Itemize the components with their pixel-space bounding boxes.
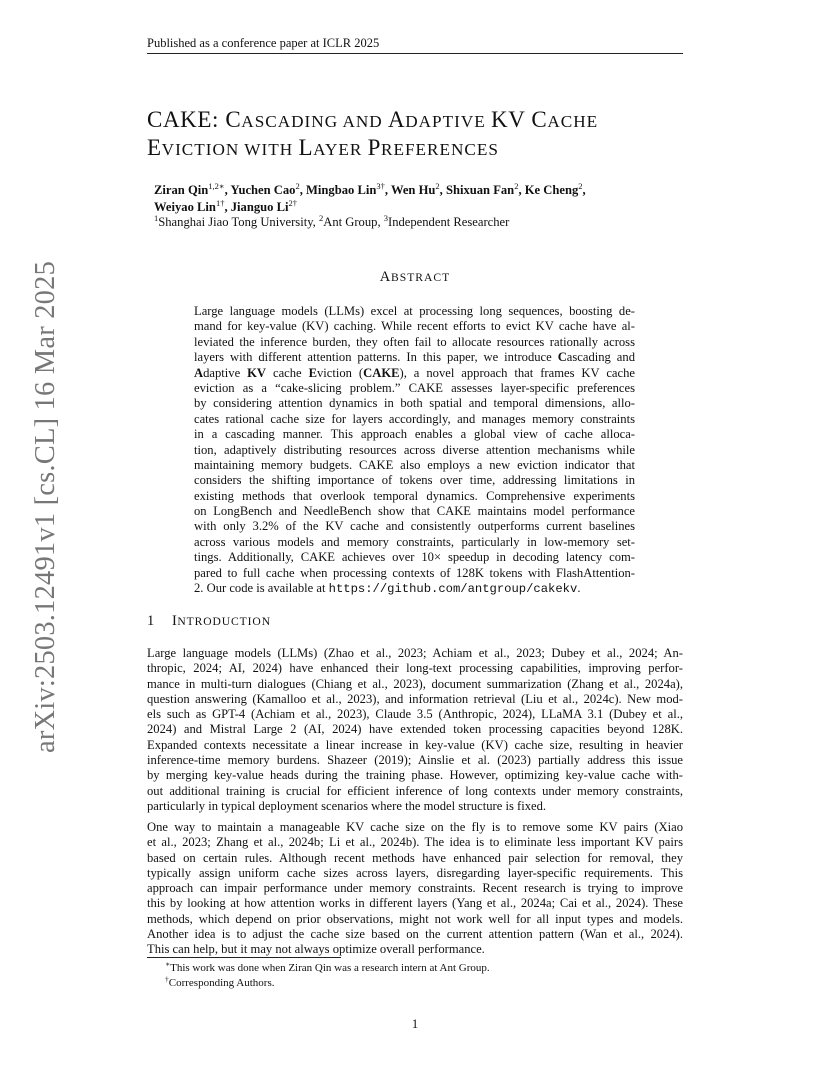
abstract-heading: ABSTRACT [379,269,451,285]
author-list: Ziran Qin$^{1,2∗}$, Yuchen Cao$^2$, Mingbao Lin$^{3\dagger}$, Wen Hu$^2$, Shixuan Fan$^2$, Ke Cheng$^2$, Weiyao Lin$^{1\dagger}$, Jianguo $Li^{2\dagger}$ [154,180,586,214]
title-line-2: EVICTION WITH LAYER PREFERENCES [147,135,499,160]
footnotes [165,961,665,991]
title-line-1: CAKE: CASCADING AND ADAPTIVE KV CACHE [147,107,599,132]
section-heading-introduction: 1 INTRODUCTION [147,613,271,629]
code-repository-link[interactable]: https://github.com/antgroup/cakekv [328,582,578,597]
affiliations: $^1$Shanghai Jiao Tong University, $^2$Ant Group, $^3$Independent Researcher [154,212,510,229]
paper-title [147,107,687,163]
author-name: Shixuan Fan [445,183,515,197]
intro-paragraph-1: Large language models (LLMs) (Zhao et al., 2023; Achiam et al., 2023; Dubey et al., 2024; An- thropic, 2024; AI, 2024) have enhanced their long-text processing capabilities, improving perfor- mance in multi-turn dialogues (Chiang et al., 2023), document summarization (Zhang et al., 2024a), question answering (Kamalloo et al., 2023), and information retrieval (Liu et al., 2024c). New mod- els such as GPT-4 (Achiam et al., 2023), Claude 3.5 (Anthropic, 2024), LLaMA 3.1 (Dubey et al., 2024) and Mistral Large 2 (AI, 2024) have extended token processing capacities beyond 128K. Expanded contexts necessitate a linear increase in key-value (KV) cache size, resulting in heavier inference-time memory burdens. Shazeer (2019); Ainslie et al. (2023) partially address this issue by merging key-value heads during the training phase. However, optimizing key-value cache with- out additional training is crucial for efficient inference of long contexts under memory constraints, particularly in typical deployment scenarios where the model structure is fixed. [147,646,683,813]
author-name: Yuchen Cao [230,183,296,197]
footnote-1: ∗This work was done when Ziran Qin was a research intern at Ant Group. [165,959,490,974]
header-rule [147,53,683,54]
abstract-body: Large language models (LLMs) excel at processing long sequences, boosting de- mand for key-value (KV) caching. While recent efforts to evict KV cache have al- leviated the inference burden, they often fail to allocate resources rationally across layers with different attention patterns. In this paper, we introduce Cascading and Adaptive KV cache Eviction (CAKE), a novel approach that frames KV cache eviction as a “cake-slicing problem.” CAKE assesses layer-specific preferences by considering attention dynamics in both spatial and temporal dimensions, allo- cates rational cache size for layers accordingly, and manages memory constraints in a cascading manner. This approach enables a global view of cache alloca- tion, adaptively distributing resources across diverse attention mechanisms while maintaining memory budgets. CAKE also employs a new eviction indicator that considers the shifting importance of tokens over time, addressing limitations in existing methods that overlook temporal dynamics. Comprehensive experiments on LongBench and NeedleBench show that CAKE maintains model performance with only 3.2% of the KV cache and consistently outperforms current baselines across various models and memory constraints, particularly in low-memory set- tings. Additionally, CAKE achieves over 10× speedup in decoding latency com- pared to full cache when processing contexts of 128K tokens with FlashAttention- 2. Our code is available at https://github.com/antgroup/cakekv. [194,304,636,597]
author-name: Jianguo Li [230,200,289,214]
arxiv-identifier[interactable]: arXiv:2503.12491v1 [cs.CL] 16 Mar 2025 [30,260,61,754]
intro-paragraph-2: One way to maintain a manageable KV cache size on the fly is to remove some KV pairs (Xiao et al., 2023; Zhang et al., 2024b; Li et al., 2024b). The idea is to eliminate less important KV pairs based on certain rules. Although recent methods have enhanced pair selection for removal, they typically assign uniform cache sizes across layers, disregarding layer-specific requirements. This approach can impair performance under memory constraints. Recent research is trying to improve this by looking at how attention works in different layers (Yang et al., 2024a; Cai et al., 2024). These methods, which depend on prior observations, might not work well for all input types and models. Another idea is to adjust the cache size based on the current attention pattern (Wan et al., 2024). This can help, but it may not always optimize overall performance. [147,820,683,957]
author-name: Ziran Qin [154,183,209,197]
author-name: Weiyao Lin [154,200,216,214]
footnote-rule [147,957,341,958]
author-name: Mingbao Lin [306,183,377,197]
author-name: Wen Hu [390,183,436,197]
page-number: 1 [411,1017,419,1031]
running-header: Published as a conference paper at ICLR 2025 [147,36,380,50]
author-name: Ke Cheng [524,183,579,197]
footnote-2: †Corresponding Authors. [165,974,275,989]
